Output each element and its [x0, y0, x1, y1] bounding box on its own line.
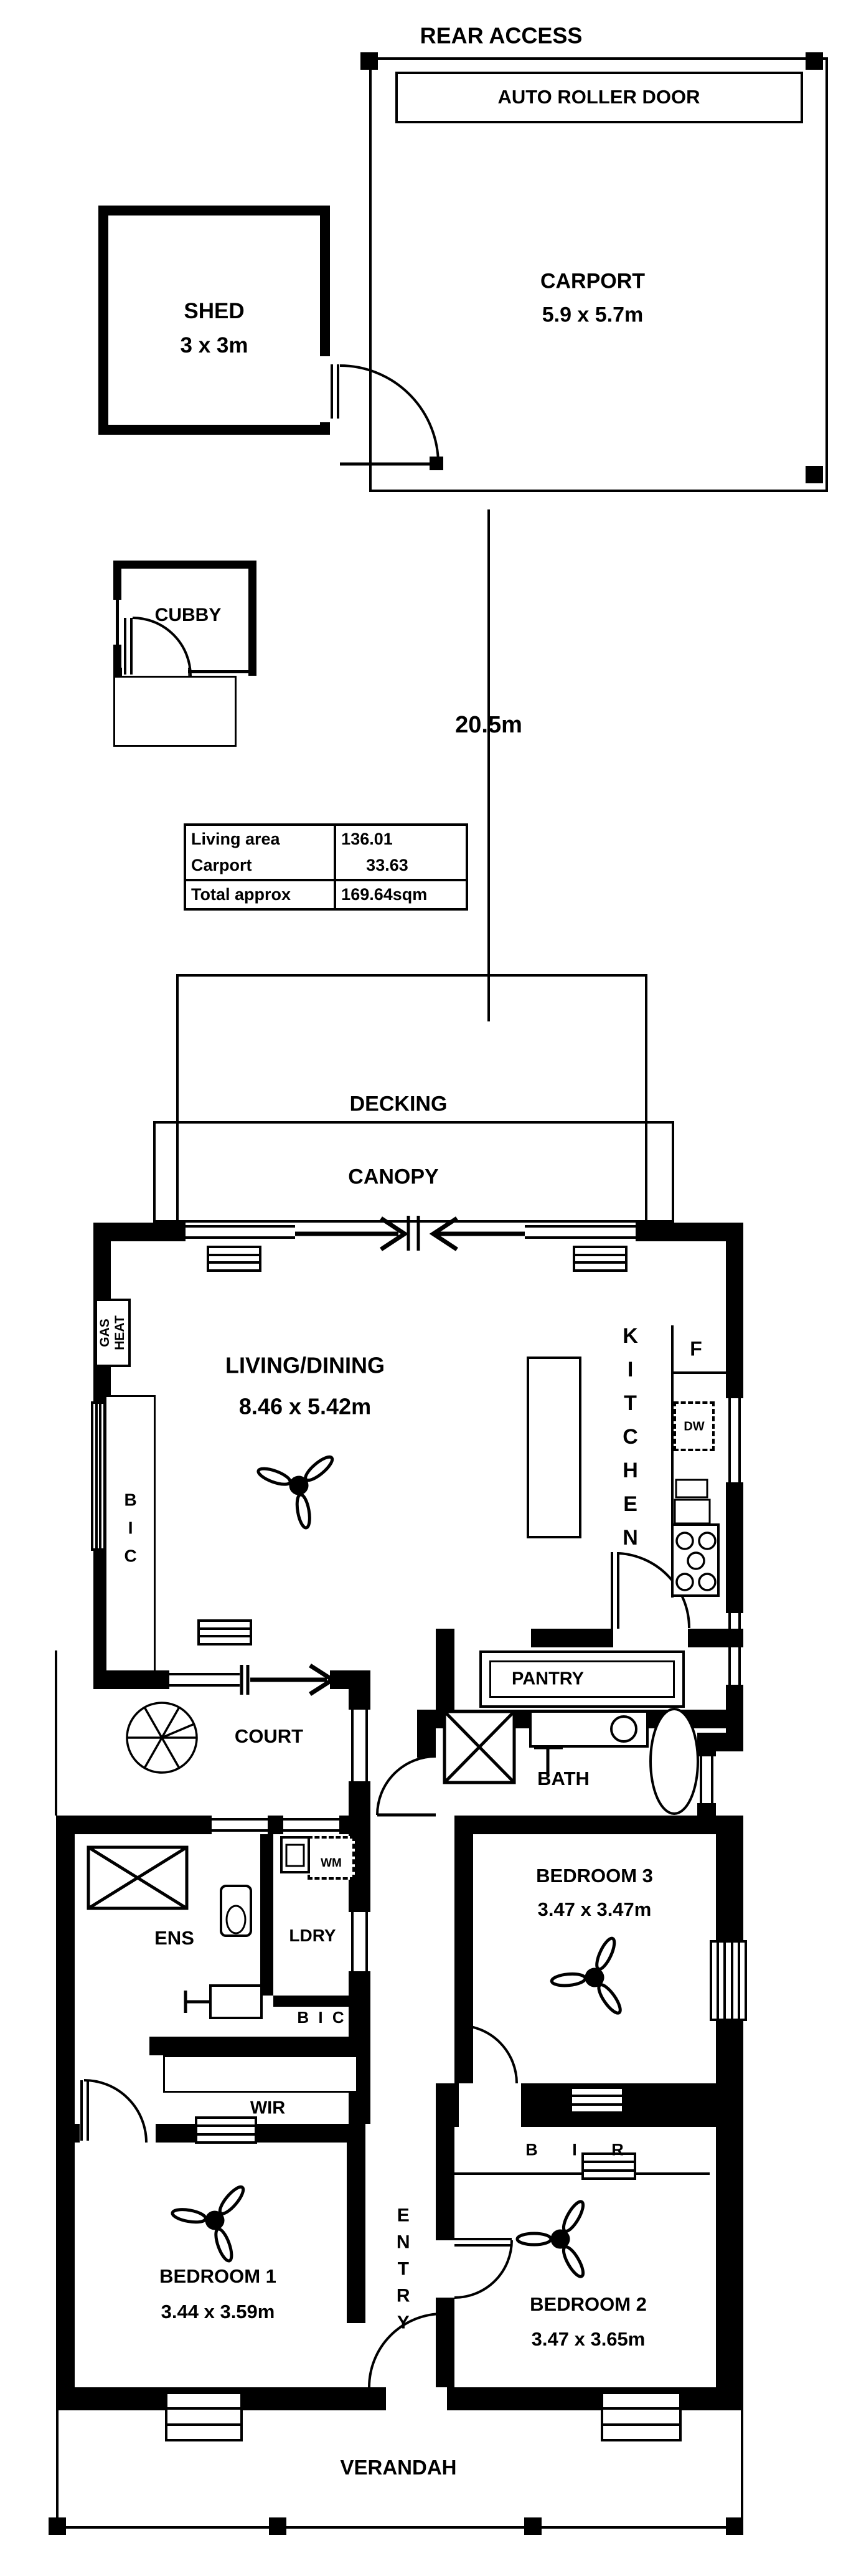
ens-label: ENS: [154, 1927, 194, 1949]
heater-vent-icon: [570, 2086, 624, 2114]
wir-robe-outline: [163, 2055, 358, 2093]
bic-side-label: BIC: [121, 1490, 141, 1574]
carport-label: CARPORT: [540, 269, 646, 293]
door-swing-icon: [612, 1552, 689, 1629]
verandah-post-icon: [49, 2517, 66, 2535]
wall: [347, 2143, 365, 2323]
door-swing-icon: [454, 2239, 512, 2298]
ceiling-fan-icon: [547, 1933, 652, 2035]
door-swing-icon: [377, 1756, 436, 1815]
area-row-value: 169.64sqm: [335, 880, 467, 909]
window-icon: [169, 1670, 240, 1689]
cooktop-icon: [672, 1525, 718, 1596]
carport-post-icon: [806, 52, 823, 70]
window-icon: [726, 1613, 743, 1685]
wm-label: WM: [321, 1857, 342, 1870]
verandah-label: VERANDAH: [340, 2456, 457, 2479]
window-icon: [283, 1816, 339, 1834]
area-row-value: 33.63: [335, 853, 467, 881]
court-boundary-line: [55, 1650, 57, 1816]
window-icon: [349, 1710, 370, 1781]
wall: [149, 2037, 370, 2055]
verandah-post-icon: [726, 2517, 743, 2535]
verandah-edge: [56, 2410, 59, 2529]
kitchen-bench-line: [671, 1325, 674, 1598]
rear-access-label: REAR ACCESS: [420, 22, 583, 49]
site-depth-dimension: 20.5m: [449, 709, 529, 742]
door-swing-icon: [82, 2080, 146, 2143]
sink-icon: [186, 1986, 261, 2018]
bed1-label: BEDROOM 1: [159, 2265, 276, 2288]
verandah-edge: [56, 2526, 743, 2529]
heater-vent-icon: [207, 1246, 261, 1272]
bath-label: BATH: [537, 1768, 590, 1790]
cubby-label: CUBBY: [154, 604, 222, 625]
cubby-window-icon: [189, 668, 248, 676]
bic-label: B I C: [297, 2008, 347, 2027]
carport-post-icon: [806, 466, 823, 483]
carport-dims-label: 5.9 x 5.7m: [542, 303, 644, 327]
kitchen-bench-line: [671, 1371, 726, 1374]
wir-label: WIR: [250, 2098, 286, 2118]
shed-label: SHED: [184, 298, 245, 323]
window-icon: [91, 1401, 106, 1551]
entry-label: ENTRY: [393, 2205, 414, 2339]
court-label: COURT: [234, 1725, 304, 1748]
shed-door-opening: [320, 356, 330, 422]
wall: [417, 1710, 726, 1728]
wall: [531, 1629, 613, 1647]
verandah-post-icon: [269, 2517, 286, 2535]
window-icon: [212, 1816, 268, 1834]
heater-vent-icon: [573, 1246, 628, 1272]
window-icon: [186, 1223, 295, 1241]
wall: [330, 1670, 370, 1689]
wall: [436, 2127, 454, 2240]
gas-heat-label: [98, 1315, 128, 1350]
sliding-door-arrow-icon: [242, 1665, 332, 1695]
decking-edge: [645, 1121, 647, 1223]
living-dims-label: 8.46 x 5.42m: [238, 1393, 372, 1419]
ldry-label: LDRY: [289, 1925, 336, 1945]
cubby-window-icon: [113, 600, 121, 645]
wall: [688, 1629, 743, 1647]
wall: [417, 1728, 436, 1758]
wall: [56, 2124, 80, 2143]
wall: [273, 1996, 370, 2007]
wall: [454, 1816, 743, 1834]
decking-label: DECKING: [349, 1092, 448, 1116]
heater-vent-icon: [197, 1619, 252, 1646]
wall: [447, 2387, 743, 2410]
bed2-dims-label: 3.47 x 3.65m: [531, 2328, 646, 2351]
gas-label: GAS: [97, 1319, 112, 1347]
sink-icon: [281, 1837, 309, 1872]
window-icon: [601, 2392, 682, 2441]
sink-icon: [675, 1480, 710, 1523]
pantry-label: PANTRY: [512, 1669, 584, 1689]
verandah-post-icon: [524, 2517, 542, 2535]
area-row-label: Living area: [185, 825, 335, 853]
cubby-porch-outline: [113, 676, 237, 747]
area-table: [184, 823, 468, 911]
kitchen-label: KITCHEN: [618, 1324, 642, 1560]
bed2-label: BEDROOM 2: [530, 2293, 647, 2316]
shed-dims-label: 3 x 3m: [180, 333, 248, 358]
fridge-icon: F: [690, 1337, 702, 1360]
window-icon: [525, 1223, 636, 1241]
heater-vent-icon: [195, 2116, 257, 2144]
ceiling-fan-icon: [512, 2196, 616, 2296]
window-icon: [349, 1912, 370, 1971]
wall: [697, 1733, 743, 1751]
wall: [436, 2298, 454, 2387]
decking-edge: [176, 1121, 179, 1223]
heat-label: HEAT: [113, 1315, 127, 1350]
kitchen-island-outline: [527, 1357, 581, 1538]
area-row-value: 136.01: [335, 825, 467, 853]
bir-label: B I R: [525, 2140, 639, 2159]
wall: [436, 2083, 459, 2127]
window-icon: [710, 1940, 747, 2021]
bed3-dims-label: 3.47 x 3.47m: [537, 1898, 652, 1921]
wall: [436, 1629, 454, 1710]
living-label: LIVING/DINING: [225, 1352, 385, 1378]
ceiling-fan-icon: [168, 2182, 267, 2275]
canopy-label: CANOPY: [348, 1165, 439, 1189]
window-icon: [165, 2392, 243, 2441]
wall: [93, 1670, 169, 1689]
toilet-icon: [221, 1886, 251, 1936]
wall: [454, 1834, 473, 2083]
cubby-door-opening: [122, 668, 188, 676]
wall: [56, 1816, 75, 2387]
carport-post-icon: [360, 52, 378, 70]
dishwasher-label: DW: [684, 1419, 705, 1434]
area-row-label: Carport: [185, 853, 335, 881]
bed1-dims-label: 3.44 x 3.59m: [161, 2301, 275, 2323]
bed3-label: BEDROOM 3: [536, 1865, 653, 1887]
auto-roller-door-label: AUTO ROLLER DOOR: [497, 86, 700, 108]
ceiling-fan-icon: [255, 1452, 346, 1535]
wall: [260, 1834, 273, 1996]
window-icon: [726, 1398, 743, 1482]
area-row-label: Total approx: [185, 880, 335, 909]
wall: [156, 2124, 365, 2143]
verandah-edge: [741, 2410, 743, 2529]
shower-icon: [88, 1847, 187, 1908]
wall: [521, 2083, 743, 2127]
tree-icon: [127, 1703, 197, 1773]
window-icon: [697, 1756, 716, 1803]
